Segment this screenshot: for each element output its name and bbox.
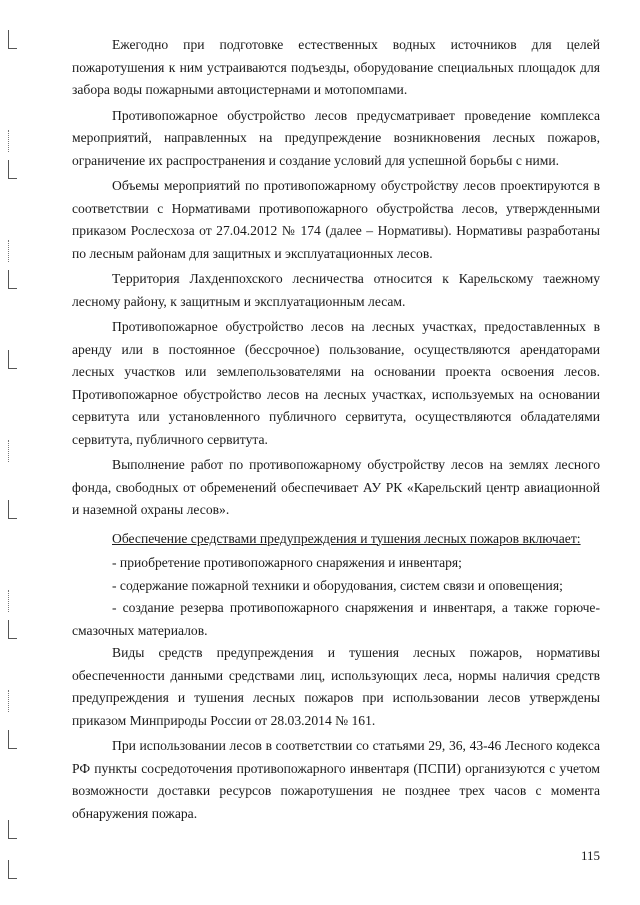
list-item: - содержание пожарной техники и оборудования, систем связи и оповещения;: [112, 577, 563, 593]
paragraph: При использовании лесов в соответствии со статьями 29, 36, 43-46 Лесного кодекса РФ пункты сосредоточения противопожарного инвентаря (ПСПИ) организуются с учетом возможности доставки ресурсов пожаротушения не позднее трех часов с момента обнаружения пожара.: [72, 738, 600, 821]
paragraph: Противопожарное обустройство лесов на лесных участках, предоставленных в аренду или в постоянное (бессрочное) пользование, осуществляются арендаторами лесных участков или землепользователями на основании проекта освоения лесов. Противопожарное обустройство лесов на лесных участках, используемых на основании сервитута или установленного публичного сервитута, осуществляются обладателями сервитута, публичного сервитута.: [72, 319, 600, 447]
paragraph: Выполнение работ по противопожарному обустройству лесов на землях лесного фонда, свободных от обременений обеспечивает АУ РК «Карельский центр авиационной и наземной охраны лесов».: [72, 457, 600, 517]
binding-mark: [8, 160, 17, 179]
binding-mark: [8, 500, 17, 519]
paragraph: Ежегодно при подготовке естественных водных источников для целей пожаротушения к ним устраиваются подъезды, оборудование специальных площадок для забора воды пожарными автоцистернами и мотопомпами.: [72, 37, 600, 97]
list-item: - приобретение противопожарного снаряжения и инвентаря;: [112, 555, 462, 570]
section-heading: Обеспечение средствами предупреждения и тушения лесных пожаров включает:: [112, 530, 581, 546]
paragraph: Территория Лахденпохского лесничества относится к Карельскому таежному лесному району, к защитным и эксплуатационным лесам.: [72, 271, 600, 309]
binding-mark: [8, 30, 17, 49]
binding-mark: [8, 860, 17, 879]
page-number: 115: [580, 848, 600, 863]
paragraph: Противопожарное обустройство лесов предусматривает проведение комплекса мероприятий, направленных на предупреждение возникновения лесных пожаров, ограничение их распространения и создание условий для успешной борьбы с ними.: [72, 107, 600, 168]
binding-mark: [8, 440, 17, 462]
binding-mark: [8, 240, 17, 262]
list-item: - создание резерва противопожарного снаряжения и инвентаря, а также горюче-смазочных материалов.: [72, 600, 600, 638]
binding-mark: [8, 620, 17, 639]
binding-mark: [8, 690, 17, 712]
binding-mark: [8, 130, 17, 152]
paragraph: Виды средств предупреждения и тушения лесных пожаров, нормативы обеспеченности данными средствами лиц, использующих леса, нормы наличия средств предупреждения и тушения лесных пожаров при использовании лесов утверждены приказом Минприроды России от 28.03.2014 № 161.: [72, 645, 600, 728]
document-body: [72, 34, 600, 828]
binding-mark: [8, 350, 17, 369]
binding-mark: [8, 820, 17, 839]
binding-mark: [8, 270, 17, 289]
paragraph: Объемы мероприятий по противопожарному обустройству лесов проектируются в соответствии с Нормативами противопожарного обустройства лесов, утвержденными приказом Рослесхоза от 27.04.2012 № 174 (далее – Нормативы). Нормативы разработаны по лесным районам для защитных и эксплуатационных лесов.: [72, 178, 600, 261]
binding-mark: [8, 590, 17, 612]
binding-edge-marks: [6, 30, 18, 880]
binding-mark: [8, 730, 17, 749]
